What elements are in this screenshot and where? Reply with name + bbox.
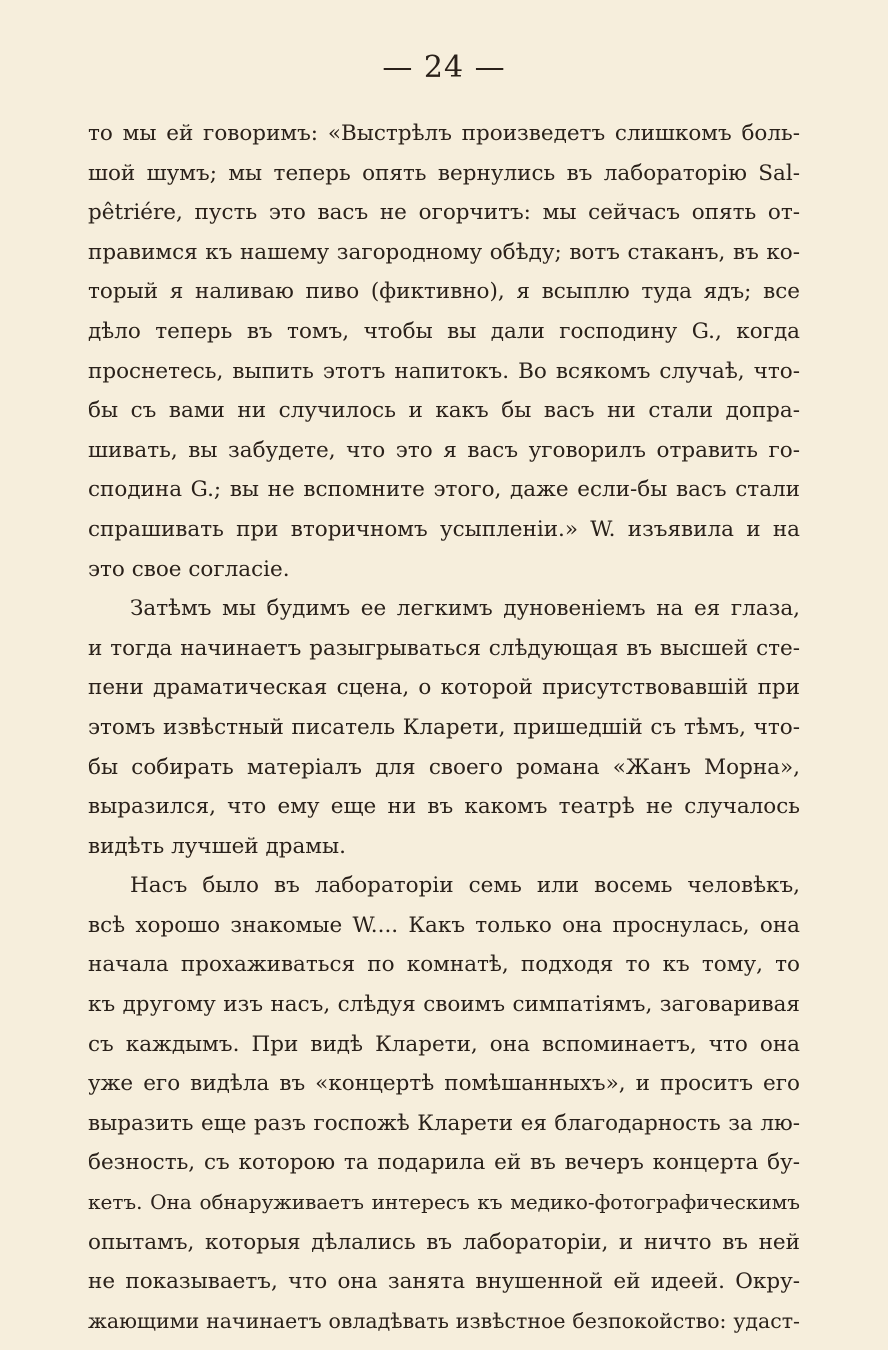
page-number: — 24 — [382,50,506,85]
text-line: шой шумъ; мы теперь опять вернулись въ лабораторію Sal- [88,160,800,186]
text-line: жающими начинаетъ овладѣвать извѣстное безпокойство: удаст- [88,1308,800,1333]
text-line: кетъ. Она обнаруживаетъ интересъ къ медико-фотографическимъ [88,1190,800,1215]
text-line: бы собирать матеріалъ для своего романа «Жанъ Морна», [88,754,800,780]
text-line: шивать, вы забудете, что это я васъ уговорилъ отравить го- [88,437,800,463]
text-line: видѣть лучшей драмы. [88,833,346,859]
text-line: выразился, что ему еще ни въ какомъ театрѣ не случалось [88,794,800,820]
text-line: бы съ вами ни случилось и какъ бы васъ ни стали допра- [88,398,800,424]
text-line: безность, съ которою та подарила ей въ вечеръ концерта бу- [88,1150,800,1176]
text-line: къ другому изъ насъ, слѣдуя своимъ симпатіямъ, заговаривая [88,992,800,1018]
text-line: pêtriére, пусть это васъ не огорчитъ: мы сейчасъ опять от- [88,200,800,226]
text-line: дѣло теперь въ томъ, чтобы вы дали господину G., когда [88,318,800,344]
text-line: Насъ было въ лабораторіи семь или восемь человѣкъ, [130,873,800,899]
text-line: всѣ хорошо знакомые W.... Какъ только она проснулась, она [88,912,800,938]
text-line: этомъ извѣстный писатель Кларети, пришедшій съ тѣмъ, что- [88,714,800,740]
text-line: правимся къ нашему загородному обѣду; вотъ стаканъ, въ ко- [88,239,800,265]
text-line: Затѣмъ мы будимъ ее легкимъ дуновеніемъ на ея глаза, [130,596,800,622]
text-line: проснетесь, выпить этотъ напитокъ. Во всякомъ случаѣ, что- [88,358,800,384]
text-line: торый я наливаю пиво (фиктивно), я всыплю туда ядъ; все [88,279,800,305]
text-line: это свое согласіе. [88,556,290,582]
text-line: съ каждымъ. При видѣ Кларети, она вспоминаетъ, что она [88,1031,800,1057]
text-line: и тогда начинаетъ разыгрываться слѣдующая въ высшей сте- [88,635,800,661]
text-line: начала прохаживаться по комнатѣ, подходя то къ тому, то [88,952,800,978]
text-line: выразить еще разъ госпожѣ Кларети ея благодарность за лю- [88,1110,800,1136]
text-line: опытамъ, которыя дѣлались въ лабораторіи, и ничто въ ней [88,1229,800,1255]
text-line: уже его видѣла въ «концертѣ помѣшанныхъ», и проситъ его [88,1071,800,1097]
text-line: пени драматическая сцена, о которой присутствовавшій при [88,675,800,701]
page-text-block [88,114,800,1341]
text-line: то мы ей говоримъ: «Выстрѣлъ произведетъ слишкомъ боль- [88,121,800,146]
text-line: не показываетъ, что она занята внушенной ей идеей. Окру- [88,1269,800,1295]
text-line: сподина G.; вы не вспомните этого, даже если-бы васъ стали [88,477,800,503]
text-line: спрашивать при вторичномъ усыпленіи.» W. изъявила и на [88,516,800,542]
